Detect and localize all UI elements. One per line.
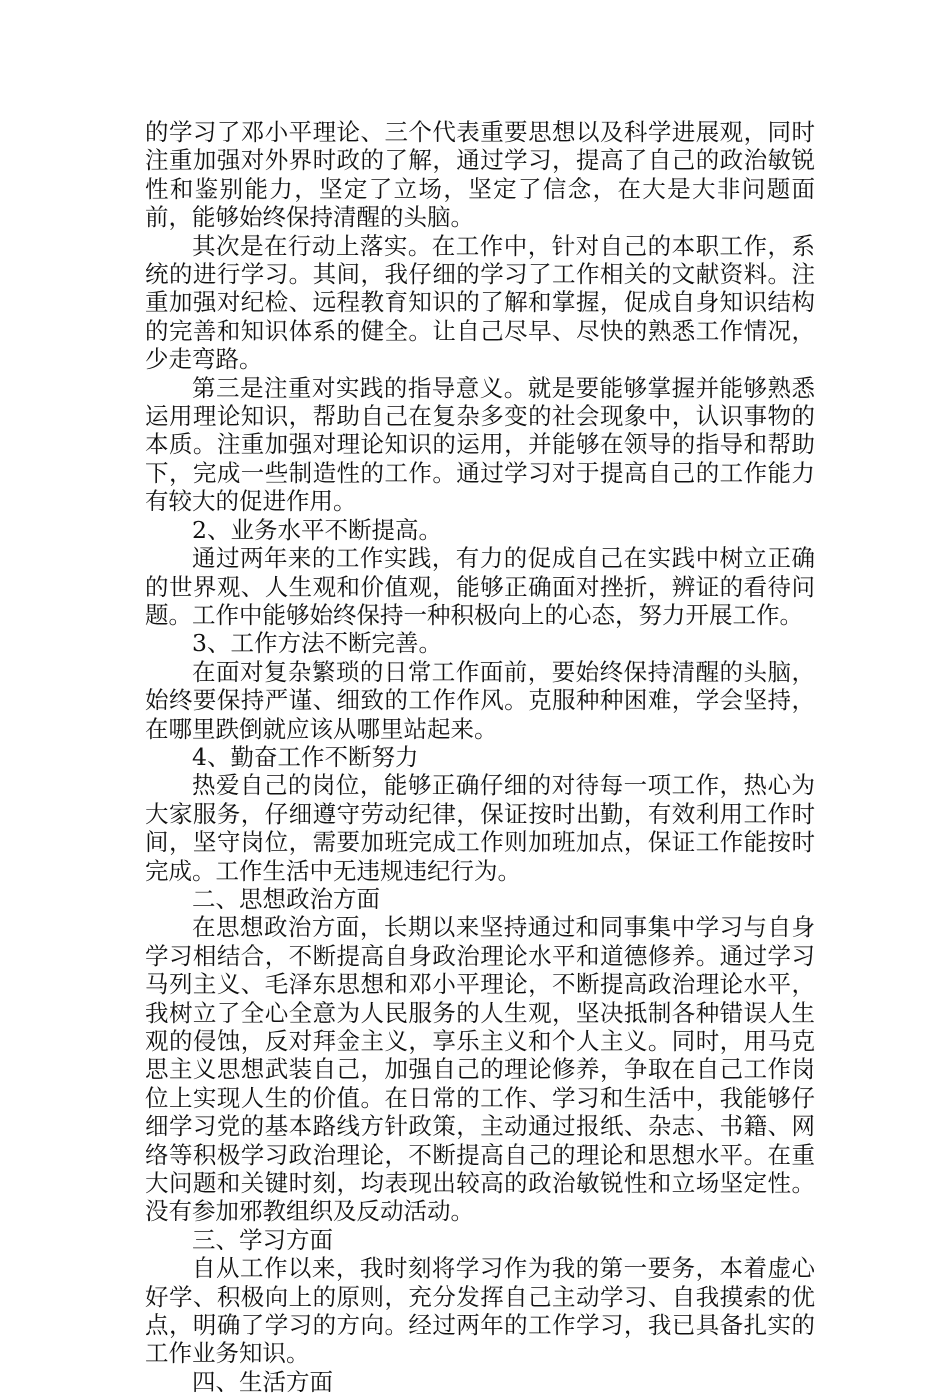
section-heading: 四、生活方面 <box>192 1367 333 1396</box>
paragraph: 的学习了邓小平理论、三个代表重要思想以及科学进展观，同时注重加强对外界时政的了解，通过学习，提高了自己的政治敏锐性和鉴别能力，坚定了立场，坚定了信念，在大是大非问题面前，能够始终保持清醒的头脑。 <box>145 118 815 232</box>
section-heading: 2、业务水平不断提高。 <box>192 515 442 544</box>
paragraph: 第三是注重对实践的指导意义。就是要能够掌握并能够熟悉运用理论知识，帮助自己在复杂多变的社会现象中，认识事物的本质。注重加强对理论知识的运用，并能够在领导的指导和帮助下，完成一些制造性的工作。通过学习对于提高自己的工作能力有较大的促进作用。 <box>145 373 815 516</box>
paragraph: 通过两年来的工作实践，有力的促成自己在实践中树立正确的世界观、人生观和价值观，能够正确面对挫折，辨证的看待问题。工作中能够始终保持一种积极向上的心态，努力开展工作。 <box>145 544 815 629</box>
section-heading: 3、工作方法不断完善。 <box>192 629 442 658</box>
paragraph: 其次是在行动上落实。在工作中，针对自己的本职工作，系统的进行学习。其间，我仔细的学习了工作相关的文献资料。注重加强对纪检、远程教育知识的了解和掌握，促成自身知识结构的完善和知识体系的健全。让自己尽早、尽快的熟悉工作情况，少走弯路。 <box>145 231 815 374</box>
paragraph: 在面对复杂繁琐的日常工作面前，要始终保持清醒的头脑，始终要保持严谨、细致的工作作风。克服种种困难，学会坚持，在哪里跌倒就应该从哪里站起来。 <box>145 657 815 743</box>
document-body <box>145 118 815 1396</box>
section-heading: 三、学习方面 <box>192 1225 333 1254</box>
paragraph: 热爱自己的岗位，能够正确仔细的对待每一项工作，热心为大家服务，仔细遵守劳动纪律，保证按时出勤，有效利用工作时间，坚守岗位，需要加班完成工作则加班加点，保证工作能按时完成。工作生活中无违规违纪行为。 <box>145 771 815 885</box>
paragraph: 自从工作以来，我时刻将学习作为我的第一要务，本着虚心好学、积极向上的原则，充分发挥自己主动学习、自我摸索的优点，明确了学习的方向。经过两年的工作学习，我已具备扎实的工作业务知识。 <box>145 1254 815 1368</box>
section-heading: 4、勤奋工作不断努力 <box>192 742 419 771</box>
paragraph: 在思想政治方面，长期以来坚持通过和同事集中学习与自身学习相结合，不断提高自身政治理论水平和道德修养。通过学习马列主义、毛泽东思想和邓小平理论，不断提高政治理论水平，我树立了全心全意为人民服务的人生观，坚决抵制各种错误人生观的侵蚀，反对拜金主义，享乐主义和个人主义。同时，用马克思主义思想武装自己，加强自己的理论修养，争取在自己工作岗位上实现人生的价值。在日常的工作、学习和生活中，我能够仔细学习党的基本路线方针政策，主动通过报纸、杂志、书籍、网络等积极学习政治理论，不断提高自己的理论和思想水平。在重大问题和关键时刻，均表现出较高的政治敏锐性和立场坚定性。没有参加邪教组织及反动活动。 <box>145 913 815 1226</box>
section-heading: 二、思想政治方面 <box>192 884 380 913</box>
